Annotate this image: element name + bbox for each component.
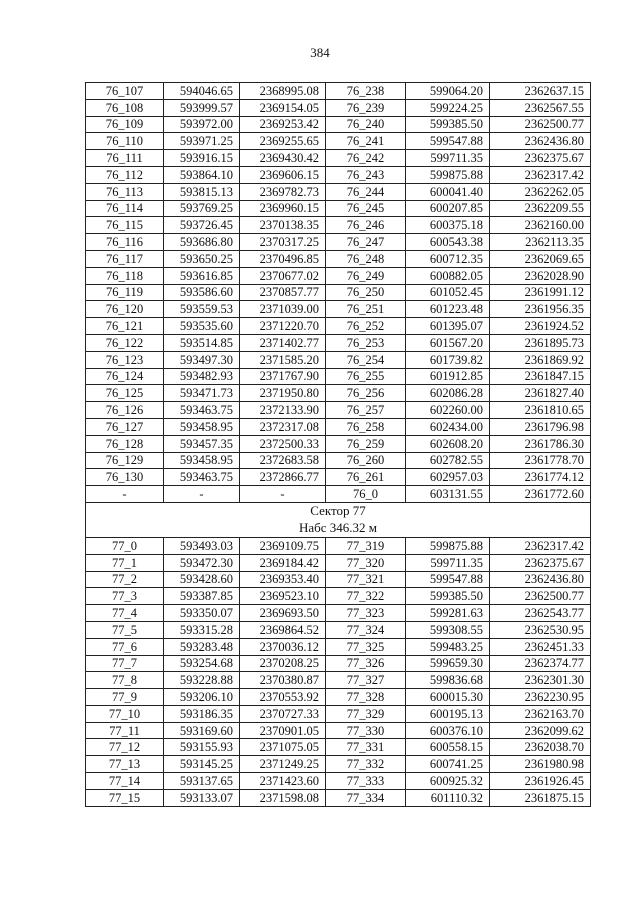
coordinate-cell: 2370138.35 bbox=[240, 217, 326, 234]
point-id-cell: 77_1 bbox=[86, 554, 164, 571]
point-id-cell: 77_3 bbox=[86, 588, 164, 605]
coordinate-cell: 2361926.45 bbox=[490, 773, 591, 790]
table-row bbox=[86, 435, 591, 452]
table-row bbox=[86, 200, 591, 217]
coordinate-cell: 593815.13 bbox=[164, 183, 240, 200]
table-row bbox=[86, 705, 591, 722]
coordinate-cell: 2369255.65 bbox=[240, 133, 326, 150]
table-row bbox=[86, 773, 591, 790]
coordinate-cell: 2370553.92 bbox=[240, 689, 326, 706]
table-row bbox=[86, 234, 591, 251]
point-id-cell: 77_15 bbox=[86, 789, 164, 806]
point-id-cell: 76_115 bbox=[86, 217, 164, 234]
coordinate-cell: 593999.57 bbox=[164, 99, 240, 116]
coordinate-cell: 600882.05 bbox=[406, 267, 490, 284]
point-id-cell: 77_10 bbox=[86, 705, 164, 722]
table-row bbox=[86, 689, 591, 706]
point-id-cell: 77_327 bbox=[326, 672, 406, 689]
coordinate-cell: 599711.35 bbox=[406, 554, 490, 571]
coordinate-cell: 2362500.77 bbox=[490, 588, 591, 605]
coordinate-cell: 600712.35 bbox=[406, 250, 490, 267]
point-id-cell: 76_247 bbox=[326, 234, 406, 251]
coordinate-cell: 2362374.77 bbox=[490, 655, 591, 672]
coordinate-cell: 2362543.77 bbox=[490, 605, 591, 622]
point-id-cell: 76_238 bbox=[326, 83, 406, 100]
table-row bbox=[86, 486, 591, 503]
coordinate-cell: 599711.35 bbox=[406, 150, 490, 167]
coordinate-cell: 2362113.35 bbox=[490, 234, 591, 251]
point-id-cell: 76_118 bbox=[86, 267, 164, 284]
point-id-cell: 76_109 bbox=[86, 116, 164, 133]
point-id-cell: 76_259 bbox=[326, 435, 406, 452]
point-id-cell: 77_323 bbox=[326, 605, 406, 622]
table-row bbox=[86, 621, 591, 638]
point-id-cell: 77_7 bbox=[86, 655, 164, 672]
point-id-cell: 77_321 bbox=[326, 571, 406, 588]
coordinate-cell: 600195.13 bbox=[406, 705, 490, 722]
table-row bbox=[86, 318, 591, 335]
coordinate-cell: 2362375.67 bbox=[490, 150, 591, 167]
coordinate-cell: 2369864.52 bbox=[240, 621, 326, 638]
coordinate-cell: 593497.30 bbox=[164, 351, 240, 368]
point-id-cell: 76_110 bbox=[86, 133, 164, 150]
point-id-cell: 77_334 bbox=[326, 789, 406, 806]
coordinate-cell: 602957.03 bbox=[406, 469, 490, 486]
coordinate-cell: 2369960.15 bbox=[240, 200, 326, 217]
table-row bbox=[86, 351, 591, 368]
coordinate-cell: 599483.25 bbox=[406, 638, 490, 655]
coordinate-cell: 599064.20 bbox=[406, 83, 490, 100]
point-id-cell: 76_120 bbox=[86, 301, 164, 318]
coordinate-cell: 2362375.67 bbox=[490, 554, 591, 571]
point-id-cell: 77_331 bbox=[326, 739, 406, 756]
point-id-cell: 77_6 bbox=[86, 638, 164, 655]
coordinate-cell: 602086.28 bbox=[406, 385, 490, 402]
coordinate-cell: 2362209.55 bbox=[490, 200, 591, 217]
point-id-cell: 76_251 bbox=[326, 301, 406, 318]
table-row bbox=[86, 672, 591, 689]
point-id-cell: 76_112 bbox=[86, 166, 164, 183]
coordinate-cell: 593686.80 bbox=[164, 234, 240, 251]
coordinate-cell: 2371039.00 bbox=[240, 301, 326, 318]
point-id-cell: 77_328 bbox=[326, 689, 406, 706]
coordinate-cell: 2362038.70 bbox=[490, 739, 591, 756]
sector-height: Набс 346.32 м bbox=[86, 520, 591, 538]
point-id-cell: 76_241 bbox=[326, 133, 406, 150]
point-id-cell: 76_129 bbox=[86, 452, 164, 469]
coordinate-cell: 2361796.98 bbox=[490, 418, 591, 435]
table-row bbox=[86, 588, 591, 605]
table-row bbox=[86, 284, 591, 301]
point-id-cell: 76_130 bbox=[86, 469, 164, 486]
point-id-cell: 76_252 bbox=[326, 318, 406, 335]
coordinate-cell: 599875.88 bbox=[406, 537, 490, 554]
coordinate-cell: 2362301.30 bbox=[490, 672, 591, 689]
point-id-cell: 76_260 bbox=[326, 452, 406, 469]
coordinate-cell: 593726.45 bbox=[164, 217, 240, 234]
coordinate-cell: 2361956.35 bbox=[490, 301, 591, 318]
point-id-cell: 76_111 bbox=[86, 150, 164, 167]
coordinate-cell: 2371767.90 bbox=[240, 368, 326, 385]
coordinate-cell: 2370496.85 bbox=[240, 250, 326, 267]
coordinate-cell: 593186.35 bbox=[164, 705, 240, 722]
point-id-cell: 76_257 bbox=[326, 402, 406, 419]
coordinate-cell: 601395.07 bbox=[406, 318, 490, 335]
coordinate-cell: 593471.73 bbox=[164, 385, 240, 402]
coordinate-cell: 2361774.12 bbox=[490, 469, 591, 486]
coordinate-cell: - bbox=[164, 486, 240, 503]
coordinate-cell: 2362436.80 bbox=[490, 133, 591, 150]
coordinate-cell: 2362530.95 bbox=[490, 621, 591, 638]
point-id-cell: 77_332 bbox=[326, 756, 406, 773]
table-row bbox=[86, 385, 591, 402]
coordinate-cell: 599308.55 bbox=[406, 621, 490, 638]
coordinate-cell: 593463.75 bbox=[164, 469, 240, 486]
table-row bbox=[86, 250, 591, 267]
coordinate-cell: 602782.55 bbox=[406, 452, 490, 469]
table-row bbox=[86, 116, 591, 133]
coordinate-cell: 2369154.05 bbox=[240, 99, 326, 116]
coordinate-cell: 2369523.10 bbox=[240, 588, 326, 605]
coordinate-cell: 2371585.20 bbox=[240, 351, 326, 368]
table-row bbox=[86, 739, 591, 756]
point-id-cell: 76_107 bbox=[86, 83, 164, 100]
coordinate-cell: 2370677.02 bbox=[240, 267, 326, 284]
coordinate-cell: 600543.38 bbox=[406, 234, 490, 251]
point-id-cell: 76_117 bbox=[86, 250, 164, 267]
coordinate-cell: 600925.32 bbox=[406, 773, 490, 790]
coordinate-cell: 599836.68 bbox=[406, 672, 490, 689]
point-id-cell: 77_322 bbox=[326, 588, 406, 605]
coordinate-cell: - bbox=[240, 486, 326, 503]
coordinate-cell: 2372683.58 bbox=[240, 452, 326, 469]
coordinate-cell: 593228.88 bbox=[164, 672, 240, 689]
point-id-cell: 77_8 bbox=[86, 672, 164, 689]
point-id-cell: 76_119 bbox=[86, 284, 164, 301]
table-row bbox=[86, 133, 591, 150]
point-id-cell: 76_246 bbox=[326, 217, 406, 234]
coordinate-cell: 593457.35 bbox=[164, 435, 240, 452]
coordinate-cell: 593283.48 bbox=[164, 638, 240, 655]
coordinate-cell: 593254.68 bbox=[164, 655, 240, 672]
coordinate-cell: 2371249.25 bbox=[240, 756, 326, 773]
point-id-cell: 76_239 bbox=[326, 99, 406, 116]
point-id-cell: 77_320 bbox=[326, 554, 406, 571]
coordinate-cell: 593387.85 bbox=[164, 588, 240, 605]
coordinate-cell: 601052.45 bbox=[406, 284, 490, 301]
point-id-cell: 76_125 bbox=[86, 385, 164, 402]
point-id-cell: 76_108 bbox=[86, 99, 164, 116]
point-id-cell: 76_122 bbox=[86, 334, 164, 351]
coordinate-cell: 2362500.77 bbox=[490, 116, 591, 133]
coordinate-cell: 601912.85 bbox=[406, 368, 490, 385]
point-id-cell: 76_254 bbox=[326, 351, 406, 368]
coordinate-cell: 600041.40 bbox=[406, 183, 490, 200]
coordinate-cell: 593769.25 bbox=[164, 200, 240, 217]
table-row bbox=[86, 756, 591, 773]
point-id-cell: 76_123 bbox=[86, 351, 164, 368]
coordinate-cell: 602260.00 bbox=[406, 402, 490, 419]
coordinate-cell: 2361895.73 bbox=[490, 334, 591, 351]
coordinate-cell: 2361991.12 bbox=[490, 284, 591, 301]
point-id-cell: 77_330 bbox=[326, 722, 406, 739]
coordinate-cell: 2370317.25 bbox=[240, 234, 326, 251]
coordinate-cell: 2361827.40 bbox=[490, 385, 591, 402]
point-id-cell: 76_248 bbox=[326, 250, 406, 267]
point-id-cell: 77_333 bbox=[326, 773, 406, 790]
point-id-cell: 77_329 bbox=[326, 705, 406, 722]
coordinate-cell: 593458.95 bbox=[164, 418, 240, 435]
table-section-bottom bbox=[86, 537, 591, 806]
coordinate-cell: 593482.93 bbox=[164, 368, 240, 385]
table-row bbox=[86, 217, 591, 234]
point-id-cell: 76_255 bbox=[326, 368, 406, 385]
coordinate-cell: 2361810.65 bbox=[490, 402, 591, 419]
coordinate-cell: 594046.65 bbox=[164, 83, 240, 100]
coordinate-cell: 599547.88 bbox=[406, 571, 490, 588]
coordinate-cell: 593586.60 bbox=[164, 284, 240, 301]
table-row bbox=[86, 150, 591, 167]
table-row bbox=[86, 418, 591, 435]
coordinate-cell: 2362069.65 bbox=[490, 250, 591, 267]
point-id-cell: 77_326 bbox=[326, 655, 406, 672]
point-id-cell: 76_116 bbox=[86, 234, 164, 251]
coordinate-cell: 601110.32 bbox=[406, 789, 490, 806]
table-row bbox=[86, 402, 591, 419]
table-row bbox=[86, 722, 591, 739]
coordinate-cell: 593650.25 bbox=[164, 250, 240, 267]
point-id-cell: 76_127 bbox=[86, 418, 164, 435]
coordinate-cell: 599281.63 bbox=[406, 605, 490, 622]
table-row bbox=[86, 183, 591, 200]
point-id-cell: 76_128 bbox=[86, 435, 164, 452]
table-section-top bbox=[86, 83, 591, 503]
coordinate-cell: 2371423.60 bbox=[240, 773, 326, 790]
coordinate-cell: 2369109.75 bbox=[240, 537, 326, 554]
table-row bbox=[86, 469, 591, 486]
coordinate-cell: 593971.25 bbox=[164, 133, 240, 150]
sector-header bbox=[86, 502, 591, 537]
point-id-cell: 76_249 bbox=[326, 267, 406, 284]
coordinate-cell: 2369184.42 bbox=[240, 554, 326, 571]
coordinate-cell: 600376.10 bbox=[406, 722, 490, 739]
coordinate-cell: 2362317.42 bbox=[490, 166, 591, 183]
point-id-cell: 76_124 bbox=[86, 368, 164, 385]
point-id-cell: 76_258 bbox=[326, 418, 406, 435]
coordinate-cell: 2370208.25 bbox=[240, 655, 326, 672]
coordinate-cell: 2362436.80 bbox=[490, 571, 591, 588]
coordinate-cell: 2369606.15 bbox=[240, 166, 326, 183]
coordinate-cell: 593133.07 bbox=[164, 789, 240, 806]
coordinate-cell: 593514.85 bbox=[164, 334, 240, 351]
coordinate-cell: 599224.25 bbox=[406, 99, 490, 116]
table-row bbox=[86, 789, 591, 806]
coordinate-cell: 2361869.92 bbox=[490, 351, 591, 368]
coordinate-cell: 2372317.08 bbox=[240, 418, 326, 435]
coordinate-cell: 593472.30 bbox=[164, 554, 240, 571]
coordinate-cell: 2362262.05 bbox=[490, 183, 591, 200]
point-id-cell: 76_250 bbox=[326, 284, 406, 301]
point-id-cell: 77_324 bbox=[326, 621, 406, 638]
coordinate-cell: 2362163.70 bbox=[490, 705, 591, 722]
point-id-cell: 77_0 bbox=[86, 537, 164, 554]
coordinate-cell: 2362028.90 bbox=[490, 267, 591, 284]
coordinate-cell: 2371598.08 bbox=[240, 789, 326, 806]
coordinate-cell: 2361786.30 bbox=[490, 435, 591, 452]
coordinate-cell: 593535.60 bbox=[164, 318, 240, 335]
coordinate-cell: 2361924.52 bbox=[490, 318, 591, 335]
coordinate-cell: 2371220.70 bbox=[240, 318, 326, 335]
coordinate-cell: 2362317.42 bbox=[490, 537, 591, 554]
coordinate-cell: 593463.75 bbox=[164, 402, 240, 419]
coordinates-table bbox=[85, 82, 591, 807]
point-id-cell: 77_325 bbox=[326, 638, 406, 655]
table-row bbox=[86, 655, 591, 672]
point-id-cell: 76_245 bbox=[326, 200, 406, 217]
coordinate-cell: 601739.82 bbox=[406, 351, 490, 368]
table-row bbox=[86, 301, 591, 318]
table-row bbox=[86, 83, 591, 100]
table-row bbox=[86, 638, 591, 655]
table-row bbox=[86, 166, 591, 183]
page-number: 384 bbox=[310, 45, 330, 60]
coordinate-cell: 593559.53 bbox=[164, 301, 240, 318]
coordinate-cell: 600558.15 bbox=[406, 739, 490, 756]
coordinate-cell: 2370857.77 bbox=[240, 284, 326, 301]
point-id-cell: 77_2 bbox=[86, 571, 164, 588]
table-row bbox=[86, 452, 591, 469]
coordinate-cell: 2370727.33 bbox=[240, 705, 326, 722]
coordinate-cell: 2362451.33 bbox=[490, 638, 591, 655]
point-id-cell: 76_126 bbox=[86, 402, 164, 419]
coordinate-cell: 600015.30 bbox=[406, 689, 490, 706]
coordinate-cell: 600741.25 bbox=[406, 756, 490, 773]
point-id-cell: 77_13 bbox=[86, 756, 164, 773]
coordinate-cell: 2362160.00 bbox=[490, 217, 591, 234]
coordinate-cell: 602434.00 bbox=[406, 418, 490, 435]
coordinate-cell: 593206.10 bbox=[164, 689, 240, 706]
coordinate-cell: 2371950.80 bbox=[240, 385, 326, 402]
coordinate-cell: 593493.03 bbox=[164, 537, 240, 554]
table-row bbox=[86, 267, 591, 284]
coordinate-cell: 599875.88 bbox=[406, 166, 490, 183]
coordinate-cell: 2361772.60 bbox=[490, 486, 591, 503]
table-row bbox=[86, 554, 591, 571]
coordinate-cell: 2371402.77 bbox=[240, 334, 326, 351]
point-id-cell: 76_242 bbox=[326, 150, 406, 167]
table-row bbox=[86, 605, 591, 622]
point-id-cell: 77_4 bbox=[86, 605, 164, 622]
point-id-cell: 76_243 bbox=[326, 166, 406, 183]
coordinate-cell: 2368995.08 bbox=[240, 83, 326, 100]
point-id-cell: 76_256 bbox=[326, 385, 406, 402]
coordinate-cell: 2369693.50 bbox=[240, 605, 326, 622]
point-id-cell: 76_244 bbox=[326, 183, 406, 200]
coordinate-cell: 2369253.42 bbox=[240, 116, 326, 133]
coordinate-cell: 593458.95 bbox=[164, 452, 240, 469]
coordinate-cell: 2362099.62 bbox=[490, 722, 591, 739]
coordinate-cell: 599659.30 bbox=[406, 655, 490, 672]
coordinate-cell: 593315.28 bbox=[164, 621, 240, 638]
coordinate-cell: 2362230.95 bbox=[490, 689, 591, 706]
coordinate-cell: 601223.48 bbox=[406, 301, 490, 318]
point-id-cell: 77_5 bbox=[86, 621, 164, 638]
coordinate-cell: 2361980.98 bbox=[490, 756, 591, 773]
coordinate-cell: 599385.50 bbox=[406, 116, 490, 133]
coordinate-cell: 600207.85 bbox=[406, 200, 490, 217]
point-id-cell: 76_113 bbox=[86, 183, 164, 200]
point-id-cell: 76_253 bbox=[326, 334, 406, 351]
point-id-cell: 76_0 bbox=[326, 486, 406, 503]
point-id-cell: 76_261 bbox=[326, 469, 406, 486]
coordinate-cell: 2362567.55 bbox=[490, 99, 591, 116]
coordinate-cell: 2372133.90 bbox=[240, 402, 326, 419]
coordinate-cell: 2361778.70 bbox=[490, 452, 591, 469]
sector-title: Сектор 77 bbox=[86, 502, 591, 520]
coordinate-cell: 2361847.15 bbox=[490, 368, 591, 385]
coordinate-cell: 2369782.73 bbox=[240, 183, 326, 200]
coordinate-cell: 2372866.77 bbox=[240, 469, 326, 486]
point-id-cell: 77_14 bbox=[86, 773, 164, 790]
table-row bbox=[86, 537, 591, 554]
table-row bbox=[86, 571, 591, 588]
table-row bbox=[86, 334, 591, 351]
coordinate-cell: 593155.93 bbox=[164, 739, 240, 756]
point-id-cell: 77_9 bbox=[86, 689, 164, 706]
coordinate-cell: 599385.50 bbox=[406, 588, 490, 605]
coordinate-cell: 2369353.40 bbox=[240, 571, 326, 588]
coordinate-cell: 2369430.42 bbox=[240, 150, 326, 167]
point-id-cell: 77_11 bbox=[86, 722, 164, 739]
coordinate-cell: 593972.00 bbox=[164, 116, 240, 133]
table-row bbox=[86, 99, 591, 116]
point-id-cell: 77_12 bbox=[86, 739, 164, 756]
coordinate-cell: 603131.55 bbox=[406, 486, 490, 503]
coordinate-cell: 593137.65 bbox=[164, 773, 240, 790]
point-id-cell: 76_121 bbox=[86, 318, 164, 335]
coordinate-cell: 2372500.33 bbox=[240, 435, 326, 452]
coordinate-cell: 593145.25 bbox=[164, 756, 240, 773]
coordinate-cell: 593616.85 bbox=[164, 267, 240, 284]
coordinate-cell: 593350.07 bbox=[164, 605, 240, 622]
coordinate-cell: 593916.15 bbox=[164, 150, 240, 167]
coordinate-cell: 2371075.05 bbox=[240, 739, 326, 756]
coordinate-cell: 2370901.05 bbox=[240, 722, 326, 739]
coordinate-cell: 593428.60 bbox=[164, 571, 240, 588]
coordinate-cell: 593169.60 bbox=[164, 722, 240, 739]
coordinate-cell: 600375.18 bbox=[406, 217, 490, 234]
point-id-cell: 77_319 bbox=[326, 537, 406, 554]
coordinate-cell: 593864.10 bbox=[164, 166, 240, 183]
coordinate-cell: 602608.20 bbox=[406, 435, 490, 452]
coordinate-cell: 601567.20 bbox=[406, 334, 490, 351]
coordinate-cell: 2370380.87 bbox=[240, 672, 326, 689]
coordinate-cell: 2370036.12 bbox=[240, 638, 326, 655]
point-id-cell: 76_240 bbox=[326, 116, 406, 133]
coordinate-cell: 2361875.15 bbox=[490, 789, 591, 806]
coordinate-cell: 2362637.15 bbox=[490, 83, 591, 100]
point-id-cell: - bbox=[86, 486, 164, 503]
table-row bbox=[86, 368, 591, 385]
point-id-cell: 76_114 bbox=[86, 200, 164, 217]
coordinate-cell: 599547.88 bbox=[406, 133, 490, 150]
